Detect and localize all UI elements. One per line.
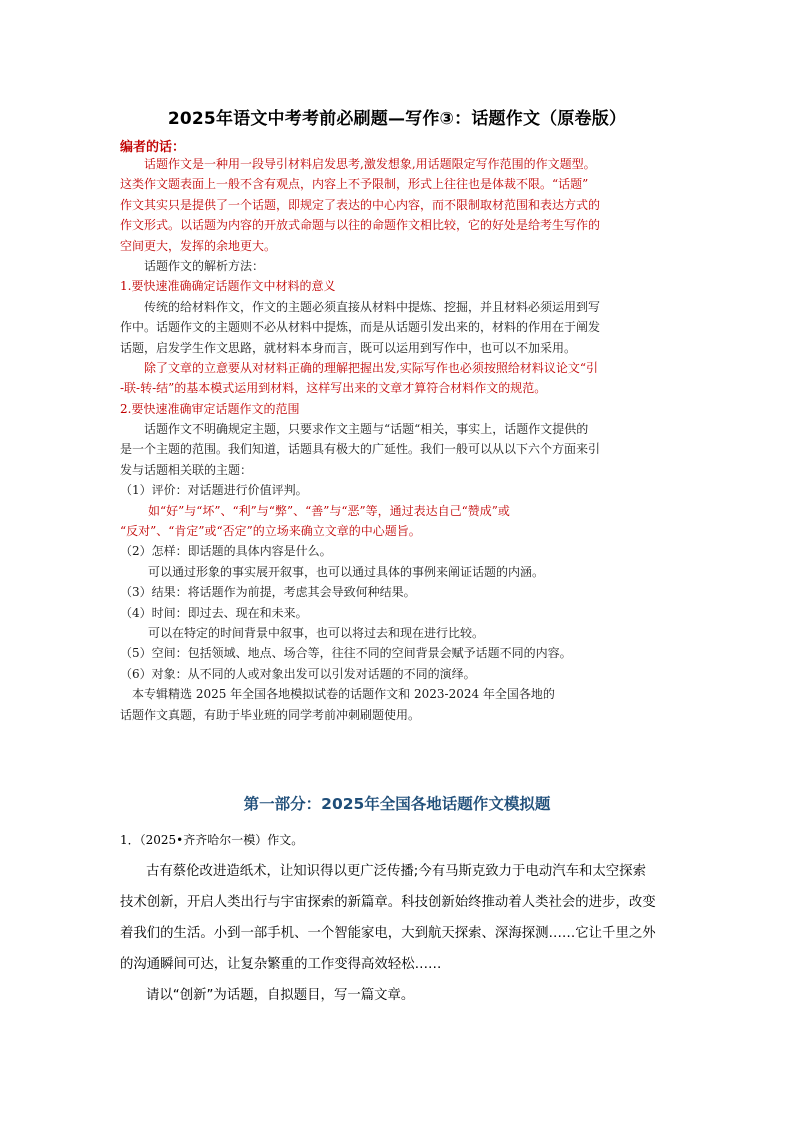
- intro-line: 话题作文是一种用一段导引材料启发思考,激发想象,用话题限定写作范围的作文题型。: [144, 157, 596, 171]
- intro-line: 这类作文题表面上一般不含有观点，内容上不予限制，形式上往往也是体裁不限。“话题”: [120, 177, 589, 192]
- point1-line: 作中。话题作文的主题则不必从材料中提炼，而是从话题引发出来的，材料的作用在于阐发: [120, 320, 601, 335]
- question-line: 技术创新，开启人类出行与宇宙探索的新篇章。科技创新始终推动着人类社会的进步，改变: [120, 895, 656, 910]
- intro-line: 空间更大，发挥的余地更大。: [120, 238, 277, 253]
- aspect-how-detail: 可以通过形象的事实展开叙事，也可以通过具体的事例来阐证话题的内涵。: [148, 564, 545, 579]
- aspect-time: （4）时间：即过去、现在和未来。: [120, 605, 308, 620]
- aspect-evaluation-detail: “反对”、“肯定”或“否定”的立场来确立文章的中心题旨。: [120, 524, 421, 539]
- question-block: [120, 830, 676, 1011]
- point1-line: 话题，启发学生作文思路，就材料本身而言，既可以运用到写作中，也可以不加采用。: [120, 340, 577, 355]
- intro-line: 作文其实只是提供了一个话题，即规定了表达的中心内容，而不限制取材范围和表达方式的: [120, 197, 601, 212]
- point2-line: 发与话题相关联的主题：: [120, 462, 253, 477]
- question-heading: 1．（2025•齐齐哈尔一模）作文。: [120, 833, 304, 847]
- editor-note-label: 编者的话：: [120, 140, 186, 155]
- aspect-how: （2）怎样：即话题的具体内容是什么。: [120, 544, 332, 559]
- point1-extra-line: -联-转-结”的基本模式运用到材料，这样写出来的文章才算符合材料作文的规范。: [120, 381, 547, 396]
- document-title: 2025年语文中考考前必刷题—写作③：话题作文（原卷版）: [167, 109, 627, 129]
- question-line: 着我们的生活。小到一部手机、一个智能家电，大到航天探索、深海探测……它让千里之外: [120, 926, 656, 941]
- aspect-evaluation-detail: 如“好”与“坏”、“利”与“弊”、“善”与“恶”等，通过表达自己“赞成”或: [148, 503, 510, 518]
- question-prompt: 请以“创新”为话题，自拟题目，写一篇文章。: [146, 988, 415, 1003]
- point1-heading: 1.要快速准确确定话题作文中材料的意义: [120, 279, 336, 294]
- question-line: 古有蔡伦改进造纸术，让知识得以更广泛传播;今有马斯克致力于电动汽车和太空探索: [146, 864, 646, 879]
- aspect-object: （6）对象：从不同的人或对象出发可以引发对话题的不同的演绎。: [120, 666, 476, 681]
- aspect-time-detail: 可以在特定的时间背景中叙事，也可以将过去和现在进行比较。: [148, 625, 485, 640]
- aspect-result: （3）结果：将话题作为前提，考虑其会导致何种结果。: [120, 585, 416, 600]
- editor-note-body: [120, 154, 676, 725]
- aspect-space: （5）空间：包括领域、地点、场合等，往往不同的空间背景会赋予话题不同的内容。: [120, 646, 572, 661]
- aspect-evaluation: （1）评价：对话题进行价值评判。: [120, 483, 308, 498]
- methods-heading: 话题作文的解析方法：: [144, 258, 265, 273]
- point2-line: 话题作文不明确规定主题，只要求作文主题与“话题“相关，事实上，话题作文提供的: [144, 422, 589, 437]
- point2-line: 是一个主题的范围。我们知道，话题具有极大的广延性。我们一般可以从以下六个方面来引: [120, 442, 601, 457]
- point1-line: 传统的给材料作文，作文的主题必须直接从材料中提炼、挖掘，并且材料必须运用到写: [144, 299, 601, 314]
- point1-extra-line: 除了文章的立意要从对材料正确的理解把握出发,实际写作也必须按照给材料议论文“引: [144, 360, 598, 375]
- closing-line: 话题作文真题，有助于毕业班的同学考前冲刺刷题使用。: [120, 707, 421, 722]
- question-line: 的沟通瞬间可达，让复杂繁重的工作变得高效轻松……: [120, 957, 442, 972]
- intro-line: 作文形式。以话题为内容的开放式命题与以往的命题作文相比较，它的好处是给考生写作的: [120, 218, 601, 233]
- point2-heading: 2.要快速准确审定话题作文的范围: [120, 401, 300, 416]
- section-title: 第一部分：2025年全国各地话题作文模拟题: [243, 795, 551, 813]
- closing-line: 本专辑精选 2025 年全国各地模拟试卷的话题作文和 2023-2024 年全国各地的: [132, 687, 555, 702]
